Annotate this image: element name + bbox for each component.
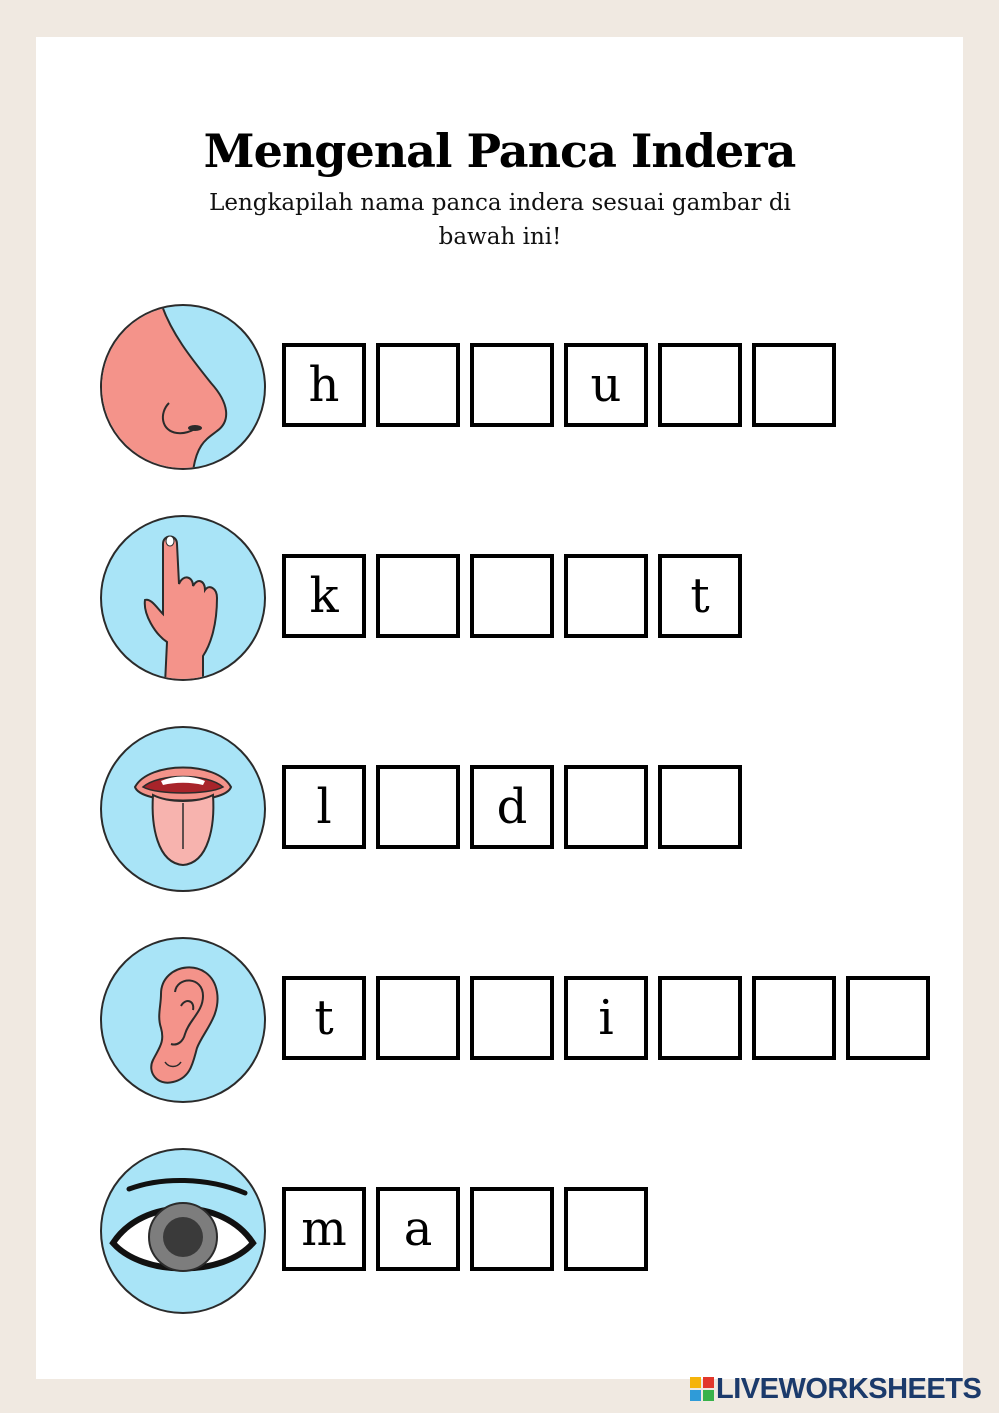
letter-cell: u — [564, 343, 648, 427]
blank-cell[interactable] — [376, 765, 460, 849]
blank-cell[interactable] — [564, 554, 648, 638]
letter-cell: m — [282, 1187, 366, 1271]
row-ear — [0, 936, 999, 1106]
tongue-icon — [99, 725, 267, 893]
letter-cell: t — [658, 554, 742, 638]
page-subtitle: Lengkapilah nama panca indera sesuai gambar di bawah ini! — [209, 190, 791, 250]
letter-input[interactable] — [380, 769, 456, 845]
blank-cell[interactable] — [470, 554, 554, 638]
letter-input[interactable] — [568, 1191, 644, 1267]
row-finger — [0, 514, 999, 684]
letter-cell: a — [376, 1187, 460, 1271]
blank-cell[interactable] — [564, 765, 648, 849]
blank-cell[interactable] — [376, 554, 460, 638]
row-nose — [0, 303, 999, 473]
letter-input[interactable] — [474, 558, 550, 634]
letter-cell: d — [470, 765, 554, 849]
nose-icon — [99, 303, 267, 471]
blank-cell[interactable] — [470, 976, 554, 1060]
eye-icon — [99, 1147, 267, 1315]
blank-cell[interactable] — [658, 976, 742, 1060]
letter-input[interactable] — [756, 347, 832, 423]
brand-name: LIVEWORKSHEETS — [716, 1372, 982, 1405]
letter-input[interactable] — [380, 980, 456, 1056]
letter-cell: t — [282, 976, 366, 1060]
letter-cell: l — [282, 765, 366, 849]
letter-input[interactable] — [380, 558, 456, 634]
blank-cell[interactable] — [470, 343, 554, 427]
letter-input[interactable] — [756, 980, 832, 1056]
ear-icon — [99, 936, 267, 1104]
letter-cell: k — [282, 554, 366, 638]
letter-input[interactable] — [662, 980, 738, 1056]
blank-cell[interactable] — [376, 343, 460, 427]
blank-cell[interactable] — [470, 1187, 554, 1271]
letter-input[interactable] — [568, 558, 644, 634]
finger-icon — [99, 514, 267, 682]
blank-cell[interactable] — [752, 976, 836, 1060]
row-tongue — [0, 725, 999, 895]
brand-footer — [690, 1372, 981, 1406]
letter-cell: i — [564, 976, 648, 1060]
letter-input[interactable] — [568, 769, 644, 845]
blank-cell[interactable] — [658, 343, 742, 427]
letter-input[interactable] — [474, 980, 550, 1056]
blank-cell[interactable] — [752, 343, 836, 427]
blank-cell[interactable] — [846, 976, 930, 1060]
letter-input[interactable] — [380, 347, 456, 423]
letter-input[interactable] — [474, 347, 550, 423]
row-eye — [0, 1147, 999, 1317]
page-title: Mengenal Panca Indera — [203, 124, 796, 178]
letter-cell: h — [282, 343, 366, 427]
blank-cell[interactable] — [658, 765, 742, 849]
letter-input[interactable] — [662, 347, 738, 423]
letter-input[interactable] — [662, 769, 738, 845]
letter-input[interactable] — [850, 980, 926, 1056]
blank-cell[interactable] — [564, 1187, 648, 1271]
liveworksheets-logo-icon — [690, 1377, 714, 1401]
letter-input[interactable] — [474, 1191, 550, 1267]
blank-cell[interactable] — [376, 976, 460, 1060]
